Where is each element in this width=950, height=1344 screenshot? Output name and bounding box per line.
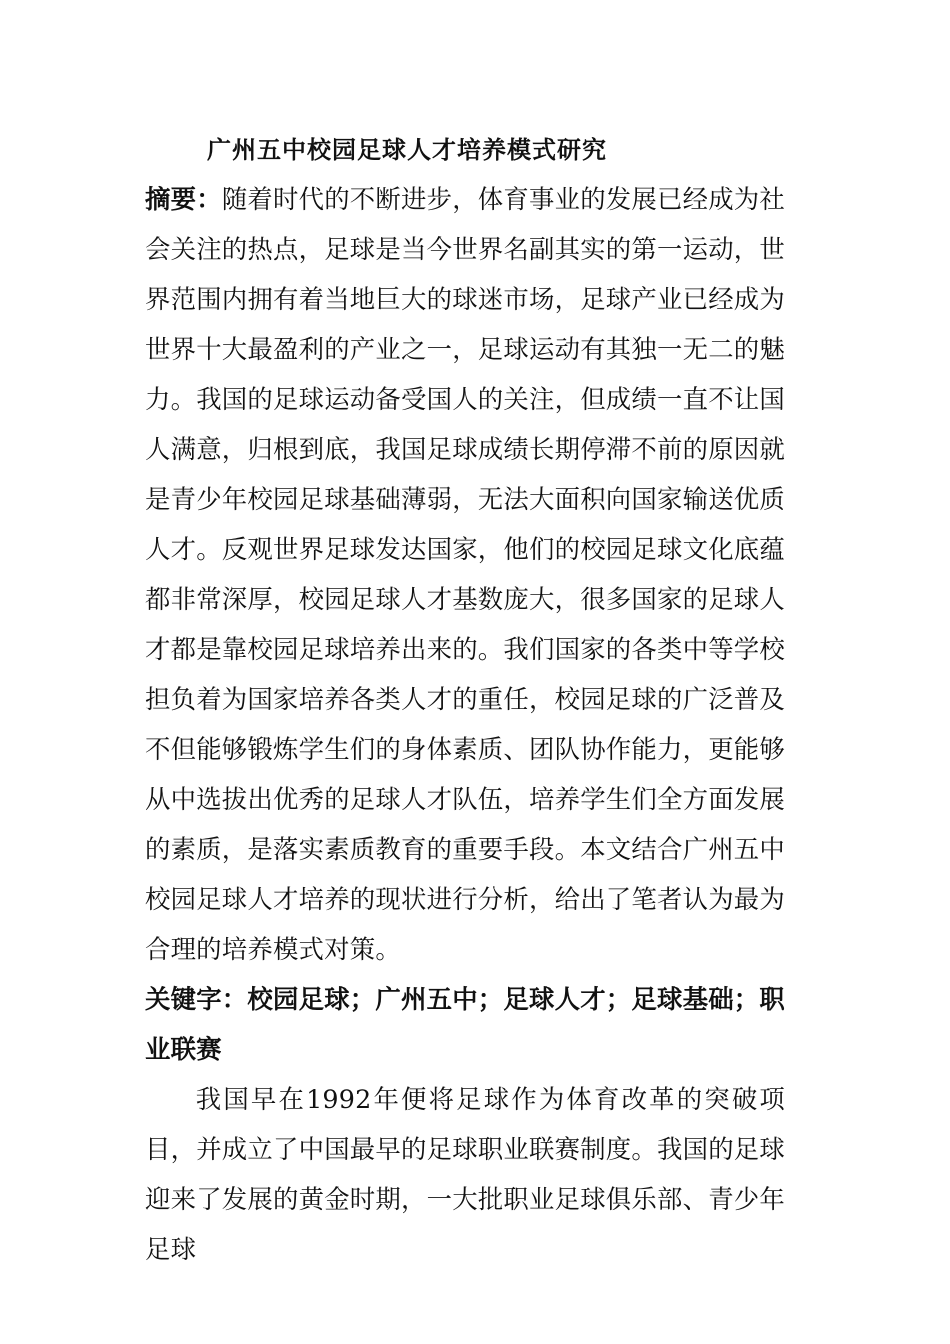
document-title: 广州五中校园足球人才培养模式研究 bbox=[207, 135, 607, 164]
document-page bbox=[145, 126, 785, 1274]
abstract-label: 摘要： bbox=[145, 184, 222, 214]
keywords-paragraph bbox=[145, 974, 785, 1074]
keywords-label: 关键字： bbox=[145, 984, 248, 1014]
abstract-text: 随着时代的不断进步，体育事业的发展已经成为社会关注的热点，足球是当今世界名副其实的第一运动，世界范围内拥有着当地巨大的球迷市场，足球产业已经成为世界十大最盈利的产业之一，足球运动有其独一无二的魅力。我国的足球运动备受国人的关注，但成绩一直不让国人满意，归根到底，我国足球成绩长期停滞不前的原因就是青少年校园足球基础薄弱，无法大面积向国家输送优质人才。反观世界足球发达国家，他们的校园足球文化底蕴都非常深厚，校园足球人才基数庞大，很多国家的足球人才都是靠校园足球培养出来的。我们国家的各类中等学校担负着为国家培养各类人才的重任，校园足球的广泛普及不但能够锻炼学生们的身体素质、团队协作能力，更能够从中选拔出优秀的足球人才队伍，培养学生们全方面发展的素质，是落实素质教育的重要手段。本文结合广州五中校园足球人才培养的现状进行分析，给出了笔者认为最为合理的培养模式对策。 bbox=[145, 184, 785, 964]
keywords-text: 校园足球；广州五中；足球人才；足球基础；职业联赛 bbox=[145, 984, 785, 1064]
abstract-paragraph bbox=[145, 174, 785, 974]
body-paragraph: 我国早在1992年便将足球作为体育改革的突破项目，并成立了中国最早的足球职业联赛制度。我国的足球迎来了发展的黄金时期，一大批职业足球俱乐部、青少年足球 bbox=[145, 1084, 785, 1264]
